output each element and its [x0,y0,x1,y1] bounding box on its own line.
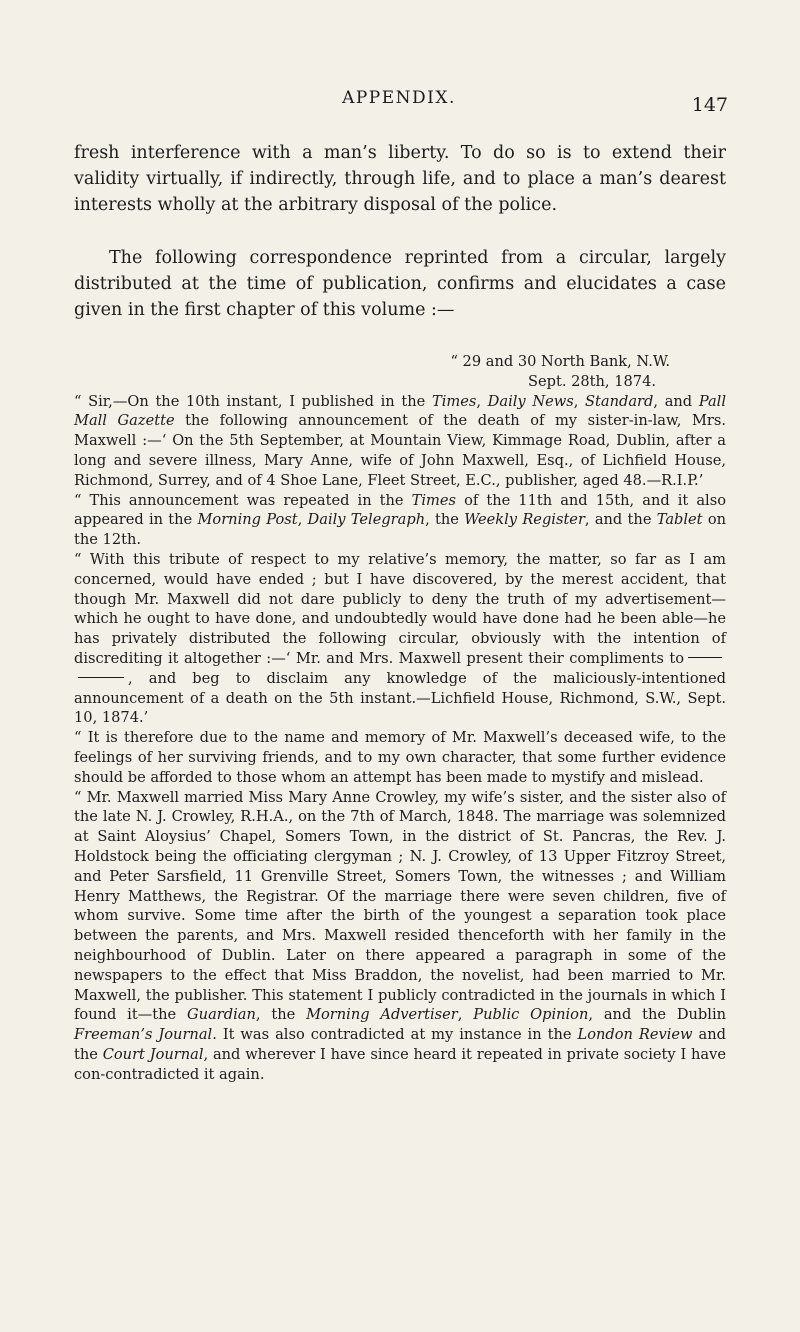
publication-title: Freeman’s Journal [74,1026,213,1044]
text-run: , [573,392,586,410]
letter-paragraph-4: “ It is therefore due to the name and memory of Mr. Maxwell’s deceased wife, to the feelings of her surviving friends, and to my own character, that some further evidence should be afforded to those whom an attempt has been made to mystify and mislead. [74,729,726,786]
publication-title: Standard [585,392,654,410]
text-run: , [476,392,488,410]
text-run: , [457,1006,474,1024]
text-run: . It was also contradicted at my instance in the [212,1026,578,1044]
text-run: of the 11th and 15th, and it also appeared in the [74,491,726,529]
text-run: “ This announcement was repeated in the [74,491,412,509]
text-run: , the [425,511,465,529]
publication-title: Pall Mall Gazette [74,392,727,430]
publication-title: Tablet [656,511,703,529]
intro-paragraph: The following correspondence reprinted from a circular, largely distributed at the time of publication, confirms and elucidates a case given in the first chapter of this volume :— [74,248,726,320]
text-run: “ With this tribute of respect to my relative’s memory, the matter, so far as I am concerned, would have ended ; but I have discovered, by the merest accident, that though Mr. Maxwell did not dare publicly to deny the truth of my advertisement—which he ought to have done, and undoubtedly would have done had he been able—he has privately distributed the following circular, obviously with the intention of discrediting it altogether :—‘ Mr. and Mrs. Maxwell present their compliments to [74,550,726,667]
publication-title: Guardian [187,1006,256,1024]
letter-block [74,352,726,1084]
publication-title: Court Journal [102,1045,204,1063]
publication-title: Morning Advertiser [306,1006,458,1024]
running-head [74,84,728,116]
letter-paragraph-1 [74,392,726,491]
page-number: 147 [691,94,728,116]
blank-dash [688,657,722,658]
letter-address: “ 29 and 30 North Bank, N.W. [450,353,670,370]
publication-title: Times [431,392,477,410]
publication-title: London Review [577,1026,693,1044]
text-run: and the [74,1026,726,1063]
text-run: , and wherever I have since heard it repeated in private society I have con-contradicted it again. [74,1045,726,1083]
letter-paragraph-3 [74,550,726,728]
letter-paragraph-5 [74,788,726,1085]
publication-title: Public Opinion [473,1006,589,1024]
letter-date: Sept. 28th, 1874. [527,372,656,390]
running-title: APPENDIX. [342,88,456,108]
text-run: , [297,511,308,529]
blank-dash [78,677,124,678]
text-run: “ Mr. Maxwell married Miss Mary Anne Crowley, my wife’s sister, and the sister also of the late N. J. Crowley, R.H.A., on the 7th of March, 1848. The marriage was solemnized at Saint Aloysius’ Chapel, Somers Town, in the district of St. Pancras, the Rev. J. Holdstock being the officiating clergyman ; N. J. Crowley, of 13 Upper Fitzroy Street, and Peter Sarsfield, 11 Grenville Street, Somers Town, the witnesses ; and William Henry Matthews, the Registrar. Of the marriage there were seven children, five of whom survive. Some time after the birth of the youngest a separation took place between the parents, and Mrs. Maxwell resided thenceforth with her family in the neighbourhood of Dublin. Later on there appeared a paragraph in some of the newspapers to the effect that Miss Braddon, the novelist, had been married to Mr. Maxwell, the publisher. This statement I publicly contradicted in the journals in which I found it—the [74,788,726,1024]
text-run: , and [653,392,699,410]
text-run: , and beg to disclaim any knowledge of the maliciously-intentioned announcement of a death on the 5th instant.—Lichfield House, Richmond, S.W., Sept. 10, 1874.’ [74,669,726,727]
text-run: , the [255,1006,307,1024]
text-run: , and the [584,511,657,529]
publication-title: Times [411,491,457,509]
publication-title: Daily Telegraph [307,511,426,529]
text-run: , and the Dublin [588,1006,727,1024]
lead-paragraph: fresh interference with a man’s liberty. To do so is to extend their validity virtually, if indirectly, through life, and to place a man’s dearest interests wholly at the arbitrary disposal of the police. [74,143,726,215]
letter-paragraph-2 [74,491,726,550]
text-run: on the 12th. [74,511,727,549]
publication-title: Morning Post [197,511,298,529]
text-run: the following announcement of the death of my sister-in-law, Mrs. Maxwell :—‘ On the 5th September, at Mountain View, Kimmage Road, Dublin, after a long and severe illness, Mary Anne, wife of John Maxwell, Esq., of Lichfield House, Richmond, Surrey, and of 4 Shoe Lane, Fleet Street, E.C., publisher, aged 48.—R.I.P.’ [74,412,727,489]
text-run: “ Sir,—On the 10th instant, I published in the [74,392,432,410]
publication-title: Weekly Register [464,511,585,529]
publication-title: Daily News [487,392,574,410]
